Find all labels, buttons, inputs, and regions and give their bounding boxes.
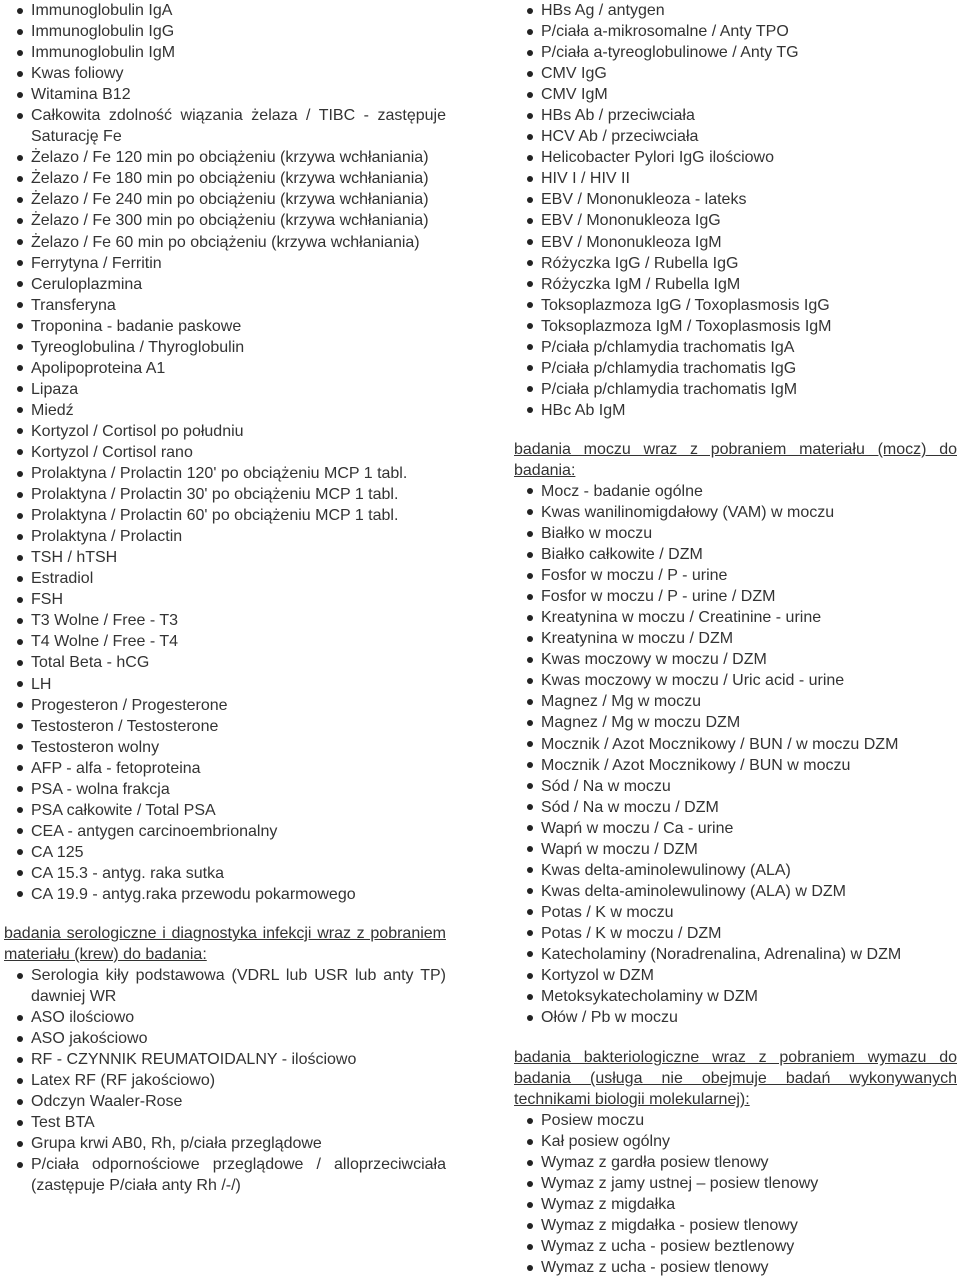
lab-test-list xyxy=(4,0,446,905)
list-item: Posiew moczu xyxy=(514,1110,957,1131)
list-item: HIV I / HIV II xyxy=(514,168,957,189)
infection-test-list xyxy=(514,0,957,421)
list-item: Mocz - badanie ogólne xyxy=(514,481,957,502)
list-item: HBs Ag / antygen xyxy=(514,0,957,21)
list-item: CA 125 xyxy=(4,842,446,863)
list-item: Odczyn Waaler-Rose xyxy=(4,1091,446,1112)
list-item: Serologia kiły podstawowa (VDRL lub USR lub anty TP) dawniej WR xyxy=(4,965,446,1007)
list-item: Immunoglobulin IgM xyxy=(4,42,446,63)
list-item: P/ciała p/chlamydia trachomatis IgA xyxy=(514,337,957,358)
list-item: P/ciała a-tyreoglobulinowe / Anty TG xyxy=(514,42,957,63)
list-item: EBV / Mononukleoza IgM xyxy=(514,232,957,253)
list-item: CMV IgM xyxy=(514,84,957,105)
list-item: Potas / K w moczu xyxy=(514,902,957,923)
list-item: Toksoplazmoza IgM / Toxoplasmosis IgM xyxy=(514,316,957,337)
list-item: Test BTA xyxy=(4,1112,446,1133)
list-item: Tyreoglobulina / Thyroglobulin xyxy=(4,337,446,358)
list-item: Lipaza xyxy=(4,379,446,400)
list-item: EBV / Mononukleoza IgG xyxy=(514,210,957,231)
list-item: Wymaz z ucha - posiew beztlenowy xyxy=(514,1236,957,1257)
list-item: Miedź xyxy=(4,400,446,421)
list-item: Troponina - badanie paskowe xyxy=(4,316,446,337)
serology-test-list xyxy=(4,965,446,1197)
list-item: Fosfor w moczu / P - urine xyxy=(514,565,957,586)
list-item: Ceruloplazmina xyxy=(4,274,446,295)
list-item: Kreatynina w moczu / Creatinine - urine xyxy=(514,607,957,628)
list-item: P/ciała p/chlamydia trachomatis IgM xyxy=(514,379,957,400)
list-item: Kał posiew ogólny xyxy=(514,1131,957,1152)
list-item: Wymaz z ucha - posiew tlenowy xyxy=(514,1257,957,1278)
list-item: Apolipoproteina A1 xyxy=(4,358,446,379)
list-item: Prolaktyna / Prolactin 120' po obciążeniu MCP 1 tabl. xyxy=(4,463,446,484)
list-item: Kwas moczowy w moczu / Uric acid - urine xyxy=(514,670,957,691)
list-item: Żelazo / Fe 240 min po obciążeniu (krzywa wchłaniania) xyxy=(4,189,446,210)
list-item: Latex RF (RF jakościowo) xyxy=(4,1070,446,1091)
list-item: T4 Wolne / Free - T4 xyxy=(4,631,446,652)
list-item: FSH xyxy=(4,589,446,610)
list-item: CA 19.9 - antyg.raka przewodu pokarmowego xyxy=(4,884,446,905)
list-item: Różyczka IgG / Rubella IgG xyxy=(514,253,957,274)
list-item: Prolaktyna / Prolactin 60' po obciążeniu MCP 1 tabl. xyxy=(4,505,446,526)
list-item: HBs Ab / przeciwciała xyxy=(514,105,957,126)
list-item: Witamina B12 xyxy=(4,84,446,105)
list-item: Kwas delta-aminolewulinowy (ALA) w DZM xyxy=(514,881,957,902)
list-item: Kreatynina w moczu / DZM xyxy=(514,628,957,649)
list-item: Toksoplazmoza IgG / Toxoplasmosis IgG xyxy=(514,295,957,316)
list-item: P/ciała a-mikrosomalne / Anty TPO xyxy=(514,21,957,42)
list-item: Transferyna xyxy=(4,295,446,316)
list-item: Kwas moczowy w moczu / DZM xyxy=(514,649,957,670)
list-item: PSA całkowite / Total PSA xyxy=(4,800,446,821)
list-item: Białko całkowite / DZM xyxy=(514,544,957,565)
list-item: RF - CZYNNIK REUMATOIDALNY - ilościowo xyxy=(4,1049,446,1070)
list-item: Prolaktyna / Prolactin 30' po obciążeniu MCP 1 tabl. xyxy=(4,484,446,505)
list-item: Sód / Na w moczu xyxy=(514,776,957,797)
list-item: Całkowita zdolność wiązania żelaza / TIBC - zastępuje Saturację Fe xyxy=(4,105,446,147)
list-item: Grupa krwi AB0, Rh, p/ciała przeglądowe xyxy=(4,1133,446,1154)
list-item: AFP - alfa - fetoproteina xyxy=(4,758,446,779)
list-item: CA 15.3 - antyg. raka sutka xyxy=(4,863,446,884)
list-item: Magnez / Mg w moczu DZM xyxy=(514,712,957,733)
list-item: CEA - antygen carcinoembrionalny xyxy=(4,821,446,842)
urine-test-list xyxy=(514,481,957,1028)
urine-section-heading: badania moczu wraz z pobraniem materiału (mocz) do badania: xyxy=(514,440,957,479)
list-item: Kortyzol w DZM xyxy=(514,965,957,986)
list-item: Helicobacter Pylori IgG ilościowo xyxy=(514,147,957,168)
list-item: Żelazo / Fe 120 min po obciążeniu (krzywa wchłaniania) xyxy=(4,147,446,168)
list-item: Mocznik / Azot Mocznikowy / BUN w moczu xyxy=(514,755,957,776)
list-item: LH xyxy=(4,674,446,695)
list-item: Magnez / Mg w moczu xyxy=(514,691,957,712)
list-item: Wapń w moczu / Ca - urine xyxy=(514,818,957,839)
list-item: P/ciała odpornościowe przeglądowe / alloprzeciwciała (zastępuje P/ciała anty Rh /-/) xyxy=(4,1154,446,1196)
list-item: Estradiol xyxy=(4,568,446,589)
list-item: ASO jakościowo xyxy=(4,1028,446,1049)
list-item: Żelazo / Fe 180 min po obciążeniu (krzywa wchłaniania) xyxy=(4,168,446,189)
list-item: P/ciała p/chlamydia trachomatis IgG xyxy=(514,358,957,379)
list-item: HCV Ab / przeciwciała xyxy=(514,126,957,147)
list-item: Katecholaminy (Noradrenalina, Adrenalina) w DZM xyxy=(514,944,957,965)
list-item: Ferrytyna / Ferritin xyxy=(4,253,446,274)
list-item: Immunoglobulin IgA xyxy=(4,0,446,21)
list-item: Wymaz z jamy ustnej – posiew tlenowy xyxy=(514,1173,957,1194)
list-item: Progesteron / Progesterone xyxy=(4,695,446,716)
list-item: Immunoglobulin IgG xyxy=(4,21,446,42)
list-item: ASO ilościowo xyxy=(4,1007,446,1028)
list-item: Fosfor w moczu / P - urine / DZM xyxy=(514,586,957,607)
list-item: Żelazo / Fe 300 min po obciążeniu (krzywa wchłaniania) xyxy=(4,210,446,231)
list-item: Testosteron / Testosterone xyxy=(4,716,446,737)
list-item: TSH / hTSH xyxy=(4,547,446,568)
list-item: T3 Wolne / Free - T3 xyxy=(4,610,446,631)
list-item: CMV IgG xyxy=(514,63,957,84)
list-item: Wymaz z gardła posiew tlenowy xyxy=(514,1152,957,1173)
list-item: Kortyzol / Cortisol rano xyxy=(4,442,446,463)
list-item: Kwas wanilinomigdałowy (VAM) w moczu xyxy=(514,502,957,523)
list-item: Wymaz z migdałka xyxy=(514,1194,957,1215)
list-item: Metoksykatecholaminy w DZM xyxy=(514,986,957,1007)
list-item: Prolaktyna / Prolactin xyxy=(4,526,446,547)
list-item: Wapń w moczu / DZM xyxy=(514,839,957,860)
list-item: HBc Ab IgM xyxy=(514,400,957,421)
list-item: Ołów / Pb w moczu xyxy=(514,1007,957,1028)
bacteriology-section-heading: badania bakteriologiczne wraz z pobraniem wymazu do badania (usługa nie obejmuje badań wykonywanych technikami biologii molekularnej): xyxy=(514,1049,957,1109)
bacteriology-test-list xyxy=(514,1110,957,1278)
right-column xyxy=(514,0,957,1279)
list-item: Kwas delta-aminolewulinowy (ALA) xyxy=(514,860,957,881)
list-item: Żelazo / Fe 60 min po obciążeniu (krzywa wchłaniania) xyxy=(4,232,446,253)
list-item: EBV / Mononukleoza - lateks xyxy=(514,189,957,210)
list-item: Wymaz z migdałka - posiew tlenowy xyxy=(514,1215,957,1236)
list-item: Testosteron wolny xyxy=(4,737,446,758)
serology-section-heading: badania serologiczne i diagnostyka infekcji wraz z pobraniem materiału (krew) do badania: xyxy=(4,925,446,964)
list-item: Mocznik / Azot Mocznikowy / BUN / w moczu DZM xyxy=(514,734,957,755)
list-item: Kortyzol / Cortisol po południu xyxy=(4,421,446,442)
list-item: Kwas foliowy xyxy=(4,63,446,84)
list-item: Potas / K w moczu / DZM xyxy=(514,923,957,944)
list-item: Różyczka IgM / Rubella IgM xyxy=(514,274,957,295)
list-item: PSA - wolna frakcja xyxy=(4,779,446,800)
list-item: Sód / Na w moczu / DZM xyxy=(514,797,957,818)
list-item: Białko w moczu xyxy=(514,523,957,544)
list-item: Total Beta - hCG xyxy=(4,652,446,673)
left-column xyxy=(4,0,446,1197)
